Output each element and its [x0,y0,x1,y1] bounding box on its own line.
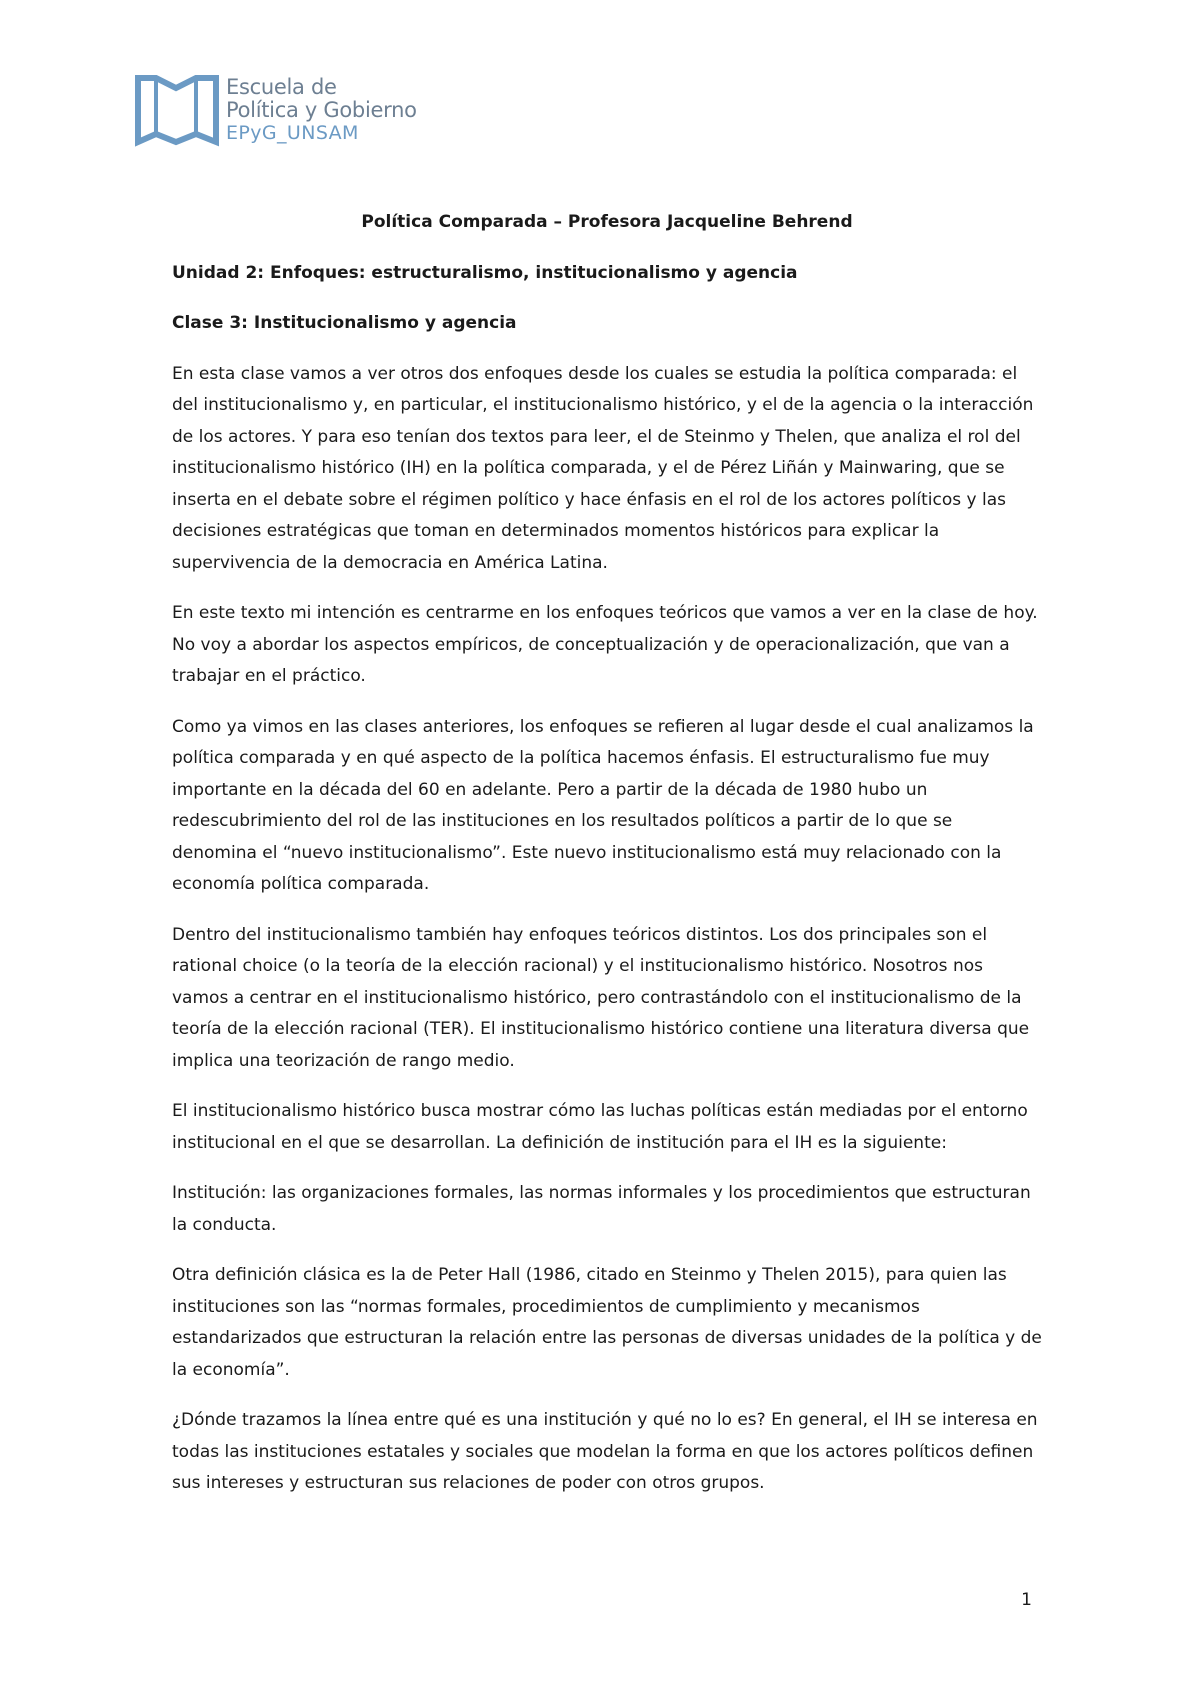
document-body [172,207,1042,1519]
paragraph: Dentro del institucionalismo también hay enfoques teóricos distintos. Los dos principales son el rational choice (o la teoría de la elección racional) y el institucionalismo histórico. Nosotros nos vamos a centrar en el institucionalismo histórico, pero contrastándolo con el institucionalismo de la teoría de la elección racional (TER). El institucionalismo histórico contiene una literatura diversa que implica una teorización de rango medio. [172,924,1030,1071]
unit-heading: Unidad 2: Enfoques: estructuralismo, institucionalismo y agencia [172,262,798,283]
paragraph: ¿Dónde trazamos la línea entre qué es una institución y qué no lo es? En general, el IH se interesa en todas las instituciones estatales y sociales que modelan la forma en que los actores políticos definen sus intereses y estructuran sus relaciones de poder con otros grupos. [172,1410,1038,1493]
paragraph: En esta clase vamos a ver otros dos enfoques desde los cuales se estudia la política comparada: el del institucionalismo y, en particular, el institucionalismo histórico, y el de la agencia o la interacción de los actores. Y para eso tenían dos textos para leer, el de Steinmo y Thelen, que analiza el rol del institucionalismo histórico (IH) en la política comparada, y el de Pérez Liñán y Mainwaring, que se inserta en el debate sobre el régimen político y hace énfasis en el rol de los actores políticos y las decisiones estratégicas que toman en determinados momentos históricos para explicar la supervivencia de la democracia en América Latina. [172,363,1034,573]
paragraph: El institucionalismo histórico busca mostrar cómo las luchas políticas están mediadas por el entorno institucional en el que se desarrollan. La definición de institución para el IH es la siguiente: [172,1101,1028,1153]
open-book-icon [134,72,220,148]
school-logo [134,72,417,148]
logo-line-1: Escuela de [226,75,337,99]
logo-line-2: Política y Gobierno [226,98,417,122]
paragraph: Como ya vimos en las clases anteriores, los enfoques se refieren al lugar desde el cual analizamos la política comparada y en qué aspecto de la política hacemos énfasis. El estructuralismo fue muy importante en la década del 60 en adelante. Pero a partir de la década de 1980 hubo un redescubrimiento del rol de las instituciones en los resultados políticos a partir de lo que se denomina el “nuevo institucionalismo”. Este nuevo institucionalismo está muy relacionado con la economía política comparada. [172,716,1034,894]
logo-line-3: EPyG_UNSAM [226,122,359,144]
paragraph: Otra definición clásica es la de Peter Hall (1986, citado en Steinmo y Thelen 2015), para quien las instituciones son las “normas formales, procedimientos de cumplimiento y mecanismos estandarizados que estructuran la relación entre las personas de diversas unidades de la política y de la economía”. [172,1265,1042,1380]
logo-text [226,77,417,143]
paragraph: En este texto mi intención es centrarme en los enfoques teóricos que vamos a ver en la clase de hoy. No voy a abordar los aspectos empíricos, de conceptualización y de operacionalización, que van a trabajar en el práctico. [172,603,1038,686]
document-title: Política Comparada – Profesora Jacqueline Behrend [361,212,853,232]
class-heading: Clase 3: Institucionalismo y agencia [172,313,517,333]
paragraph: Institución: las organizaciones formales, las normas informales y los procedimientos que estructuran la conducta. [172,1183,1031,1235]
page-number: 1 [1021,1590,1032,1610]
